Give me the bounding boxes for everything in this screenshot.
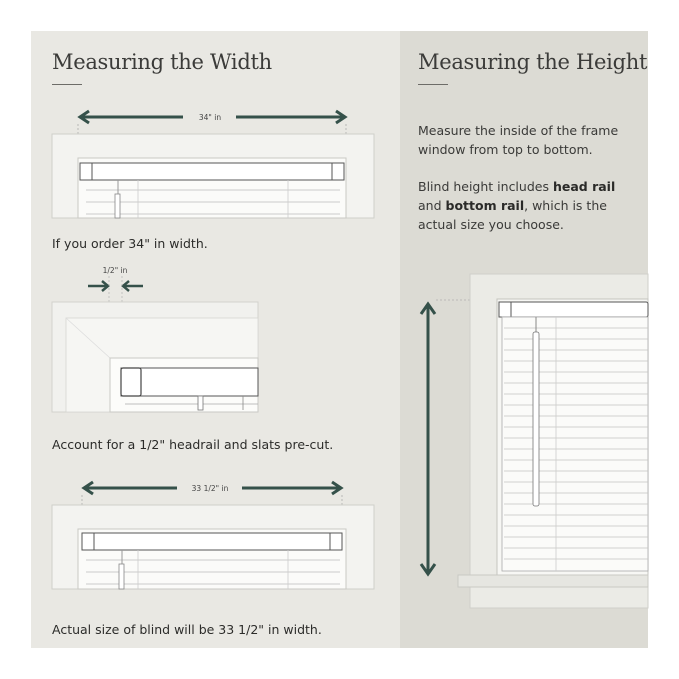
half-inch-caption: Account for a 1/2" headrail and slats pre-cut. (52, 437, 334, 452)
window-34-frame (52, 134, 374, 218)
width-33-label: 33 1/2" in (191, 484, 229, 493)
headrail-detail-frame (52, 302, 258, 412)
height-title: Measuring the Height (418, 50, 648, 74)
width-34-label: 34" in (198, 113, 222, 122)
width-33-caption: Actual size of blind will be 33 1/2" in width. (52, 622, 322, 637)
height-title-rule (418, 84, 448, 85)
height-instruction: Measure the inside of the frame window from top to bottom. (418, 123, 619, 157)
height-rail-note: Blind height includes head rail and bottom rail, which is the actual size you choose. (418, 179, 616, 232)
width-34-caption: If you order 34" in width. (52, 236, 208, 251)
half-inch-label: 1/2" in (102, 266, 128, 275)
bottom-rail-term: bottom rail (445, 198, 525, 213)
window-33-frame (52, 505, 374, 589)
height-window-frame (458, 274, 648, 608)
head-rail-term: head rail (552, 179, 616, 194)
width-title: Measuring the Width (52, 50, 272, 74)
